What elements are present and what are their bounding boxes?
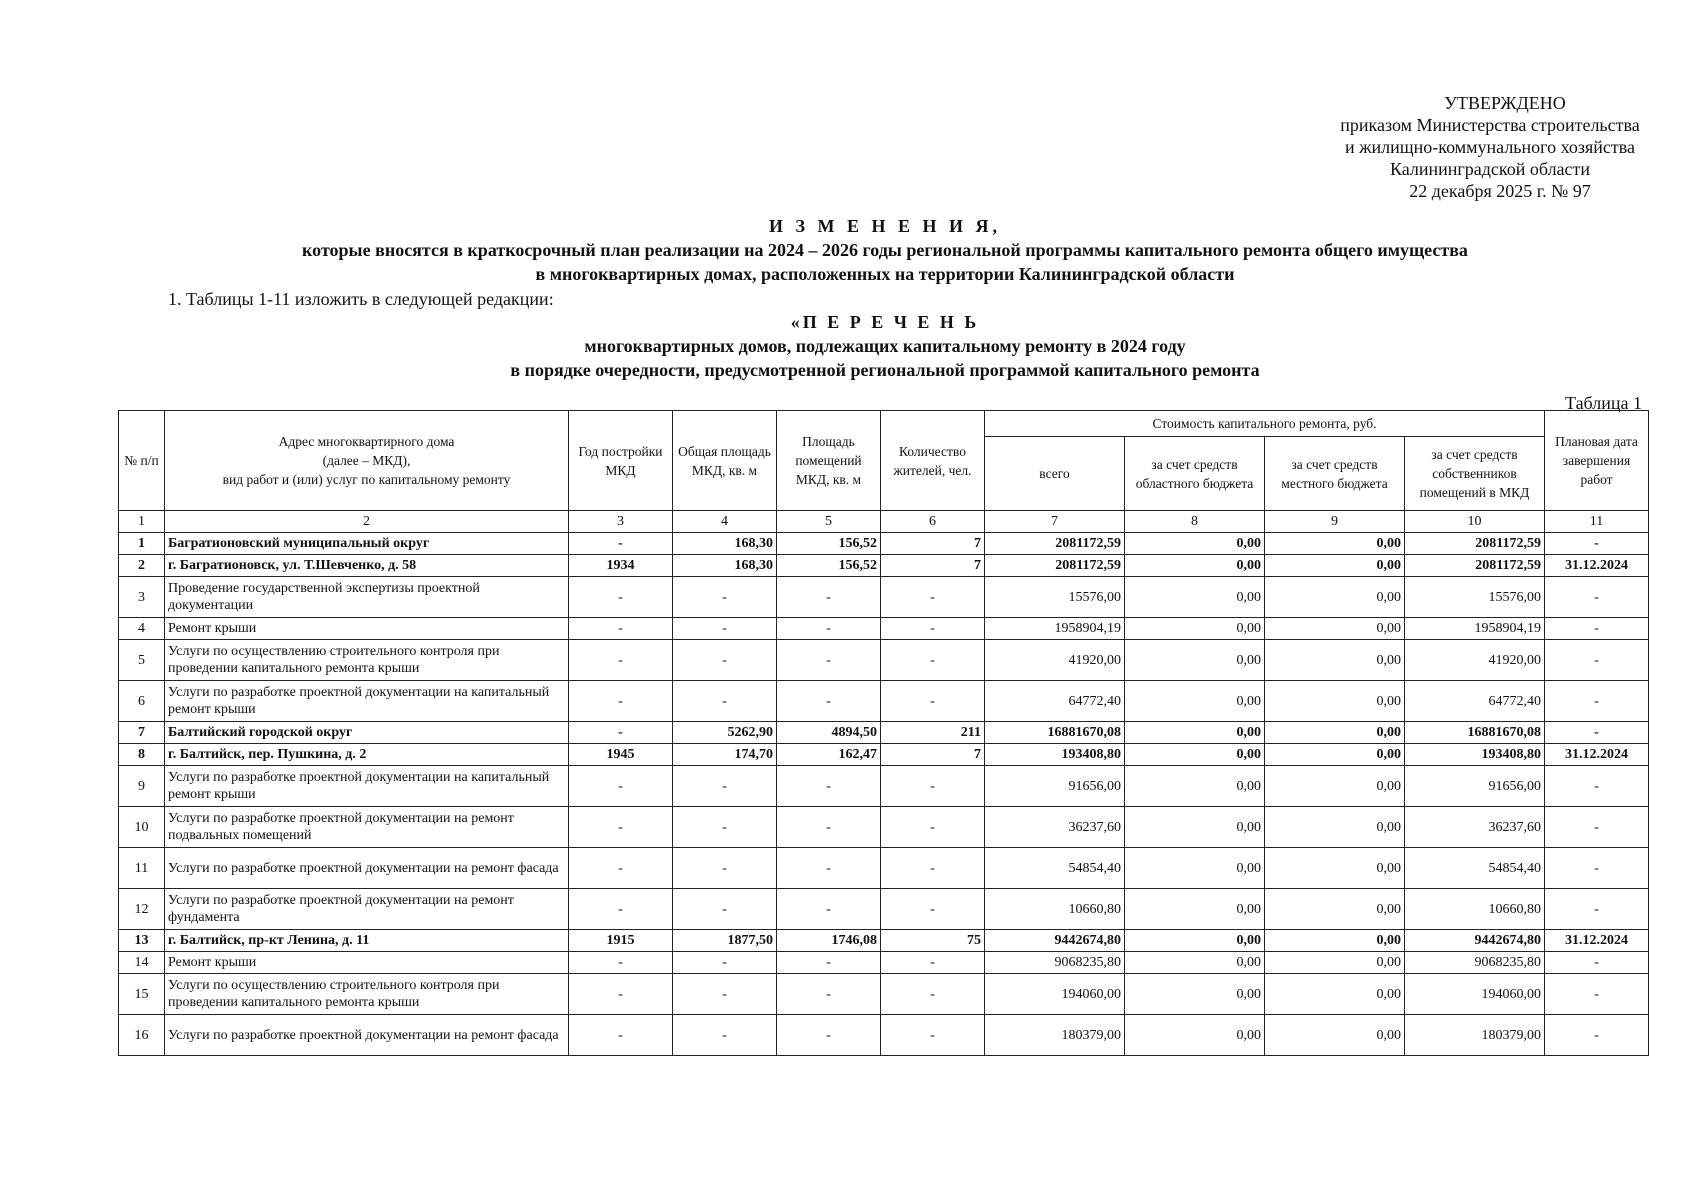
row-premises: -	[777, 766, 881, 807]
row-cost-regional: 0,00	[1125, 640, 1265, 681]
row-address: г. Балтийск, пр-кт Ленина, д. 11	[165, 930, 569, 952]
row-cost-local: 0,00	[1265, 848, 1405, 889]
column-number-row	[119, 511, 1649, 533]
row-residents: -	[881, 1015, 985, 1056]
row-premises: 4894,50	[777, 722, 881, 744]
row-cost-local: 0,00	[1265, 577, 1405, 618]
header-cost-regional: за счет средств областного бюджета	[1125, 437, 1265, 511]
row-year: 1945	[569, 744, 673, 766]
col-number: 6	[881, 511, 985, 533]
header-residents: Количество жителей, чел.	[881, 411, 985, 511]
row-cost-owners: 10660,80	[1405, 889, 1545, 930]
row-num: 14	[119, 952, 165, 974]
row-deadline: -	[1545, 640, 1649, 681]
table-row	[119, 848, 1649, 889]
row-deadline: -	[1545, 974, 1649, 1015]
table-row	[119, 533, 1649, 555]
row-cost-local: 0,00	[1265, 618, 1405, 640]
row-year: -	[569, 577, 673, 618]
row-address: Услуги по разработке проектной документации на ремонт фундамента	[165, 889, 569, 930]
approval-title: УТВЕРЖДЕНО	[1444, 93, 1566, 113]
row-address: Услуги по осуществлению строительного контроля при проведении капитального ремонта крыши	[165, 974, 569, 1015]
row-num: 4	[119, 618, 165, 640]
header-address-line-3: вид работ и (или) услуг по капитальному ремонту	[222, 472, 511, 487]
row-cost-total: 9442674,80	[985, 930, 1125, 952]
row-cost-owners: 9442674,80	[1405, 930, 1545, 952]
row-address: Ремонт крыши	[165, 618, 569, 640]
row-num: 8	[119, 744, 165, 766]
row-address: Балтийский городской округ	[165, 722, 569, 744]
row-address: Услуги по разработке проектной документации на капитальный ремонт крыши	[165, 681, 569, 722]
row-cost-local: 0,00	[1265, 952, 1405, 974]
row-address: Услуги по осуществлению строительного контроля при проведении капитального ремонта крыши	[165, 640, 569, 681]
row-year: 1934	[569, 555, 673, 577]
list-subtitle-line-1: многоквартирных домов, подлежащих капитальному ремонту в 2024 году	[584, 336, 1186, 356]
header-address-line-2: (далее – МКД),	[322, 453, 411, 468]
row-cost-regional: 0,00	[1125, 681, 1265, 722]
row-year: -	[569, 681, 673, 722]
row-cost-owners: 2081172,59	[1405, 555, 1545, 577]
row-deadline: -	[1545, 889, 1649, 930]
table-row	[119, 681, 1649, 722]
row-num: 12	[119, 889, 165, 930]
row-premises: 162,47	[777, 744, 881, 766]
row-cost-local: 0,00	[1265, 640, 1405, 681]
table-row	[119, 766, 1649, 807]
row-premises: -	[777, 1015, 881, 1056]
col-number: 4	[673, 511, 777, 533]
row-area: 168,30	[673, 555, 777, 577]
row-year: -	[569, 848, 673, 889]
row-area: 5262,90	[673, 722, 777, 744]
row-residents: 75	[881, 930, 985, 952]
row-address: Проведение государственной экспертизы проектной документации	[165, 577, 569, 618]
document-title: И З М Е Н Е Н И Я,	[768, 216, 1001, 236]
header-deadline: Плановая дата завершения работ	[1545, 411, 1649, 511]
row-cost-total: 193408,80	[985, 744, 1125, 766]
row-cost-local: 0,00	[1265, 1015, 1405, 1056]
document-heading	[190, 214, 1580, 286]
row-cost-regional: 0,00	[1125, 889, 1265, 930]
row-address: Ремонт крыши	[165, 952, 569, 974]
row-address: Багратионовский муниципальный округ	[165, 533, 569, 555]
row-cost-regional: 0,00	[1125, 555, 1265, 577]
row-year: -	[569, 722, 673, 744]
table-row	[119, 744, 1649, 766]
row-deadline: -	[1545, 807, 1649, 848]
row-area: -	[673, 577, 777, 618]
row-cost-total: 64772,40	[985, 681, 1125, 722]
header-num: № п/п	[119, 411, 165, 511]
document-subtitle-line-2: в многоквартирных домах, расположенных на территории Калининградской области	[535, 264, 1235, 284]
row-residents: -	[881, 618, 985, 640]
row-year: -	[569, 618, 673, 640]
col-number: 8	[1125, 511, 1265, 533]
header-cost-total: всего	[985, 437, 1125, 511]
row-cost-owners: 91656,00	[1405, 766, 1545, 807]
row-cost-regional: 0,00	[1125, 766, 1265, 807]
row-cost-local: 0,00	[1265, 974, 1405, 1015]
row-cost-total: 15576,00	[985, 577, 1125, 618]
table-row	[119, 577, 1649, 618]
row-cost-local: 0,00	[1265, 766, 1405, 807]
table-row	[119, 930, 1649, 952]
row-cost-total: 194060,00	[985, 974, 1125, 1015]
row-premises: -	[777, 848, 881, 889]
row-cost-owners: 64772,40	[1405, 681, 1545, 722]
row-num: 5	[119, 640, 165, 681]
row-premises: -	[777, 974, 881, 1015]
row-cost-total: 16881670,08	[985, 722, 1125, 744]
row-deadline: -	[1545, 618, 1649, 640]
row-cost-total: 180379,00	[985, 1015, 1125, 1056]
row-premises: -	[777, 889, 881, 930]
row-cost-local: 0,00	[1265, 533, 1405, 555]
row-area: -	[673, 889, 777, 930]
row-deadline: -	[1545, 533, 1649, 555]
col-number: 9	[1265, 511, 1405, 533]
row-year: -	[569, 766, 673, 807]
row-year: -	[569, 807, 673, 848]
header-year: Год постройки МКД	[569, 411, 673, 511]
row-residents: -	[881, 974, 985, 1015]
header-address	[165, 411, 569, 511]
row-premises: -	[777, 952, 881, 974]
row-area: -	[673, 1015, 777, 1056]
row-premises: 156,52	[777, 555, 881, 577]
row-area: -	[673, 848, 777, 889]
row-residents: -	[881, 681, 985, 722]
row-cost-regional: 0,00	[1125, 952, 1265, 974]
header-premises-area: Площадь помещений МКД, кв. м	[777, 411, 881, 511]
row-num: 9	[119, 766, 165, 807]
row-cost-local: 0,00	[1265, 744, 1405, 766]
row-num: 2	[119, 555, 165, 577]
header-cost-group: Стоимость капитального ремонта, руб.	[985, 411, 1545, 437]
row-residents: 7	[881, 533, 985, 555]
table-row	[119, 1015, 1649, 1056]
row-cost-regional: 0,00	[1125, 930, 1265, 952]
row-year: -	[569, 640, 673, 681]
table-label: Таблица 1	[1565, 393, 1642, 413]
row-year: -	[569, 952, 673, 974]
approval-line-2: и жилищно-коммунального хозяйства	[1344, 137, 1636, 157]
row-area: -	[673, 974, 777, 1015]
row-cost-local: 0,00	[1265, 930, 1405, 952]
row-cost-owners: 36237,60	[1405, 807, 1545, 848]
col-number: 11	[1545, 511, 1649, 533]
col-number: 10	[1405, 511, 1545, 533]
row-premises: -	[777, 807, 881, 848]
row-deadline: -	[1545, 722, 1649, 744]
row-residents: -	[881, 848, 985, 889]
row-num: 13	[119, 930, 165, 952]
table-row	[119, 952, 1649, 974]
row-area: -	[673, 618, 777, 640]
row-deadline: 31.12.2024	[1545, 930, 1649, 952]
row-area: -	[673, 681, 777, 722]
row-cost-owners: 193408,80	[1405, 744, 1545, 766]
row-cost-total: 9068235,80	[985, 952, 1125, 974]
row-premises: -	[777, 681, 881, 722]
row-deadline: -	[1545, 1015, 1649, 1056]
row-address: Услуги по разработке проектной документации на капитальный ремонт крыши	[165, 766, 569, 807]
col-number: 7	[985, 511, 1125, 533]
row-deadline: -	[1545, 952, 1649, 974]
row-residents: -	[881, 807, 985, 848]
row-cost-regional: 0,00	[1125, 974, 1265, 1015]
row-area: -	[673, 807, 777, 848]
row-cost-total: 2081172,59	[985, 555, 1125, 577]
row-cost-total: 36237,60	[985, 807, 1125, 848]
row-residents: -	[881, 766, 985, 807]
col-number: 2	[165, 511, 569, 533]
approval-line-3: Калининградской области	[1389, 159, 1591, 179]
row-premises: 156,52	[777, 533, 881, 555]
row-num: 6	[119, 681, 165, 722]
row-cost-regional: 0,00	[1125, 618, 1265, 640]
col-number: 1	[119, 511, 165, 533]
row-cost-owners: 41920,00	[1405, 640, 1545, 681]
row-year: -	[569, 533, 673, 555]
row-num: 1	[119, 533, 165, 555]
header-total-area: Общая площадь МКД, кв. м	[673, 411, 777, 511]
instruction-paragraph: 1. Таблицы 1-11 изложить в следующей редакции:	[168, 289, 554, 309]
row-cost-total: 1958904,19	[985, 618, 1125, 640]
row-residents: -	[881, 640, 985, 681]
row-residents: -	[881, 577, 985, 618]
row-residents: 7	[881, 744, 985, 766]
row-deadline: -	[1545, 848, 1649, 889]
row-residents: 211	[881, 722, 985, 744]
col-number: 3	[569, 511, 673, 533]
header-cost-owners: за счет средств собственников помещений в МКД	[1405, 437, 1545, 511]
row-cost-local: 0,00	[1265, 807, 1405, 848]
row-area: 1877,50	[673, 930, 777, 952]
repair-plan-table	[118, 410, 1649, 1056]
table-row	[119, 807, 1649, 848]
row-num: 15	[119, 974, 165, 1015]
approval-date: 22 декабря 2025 г. № 97	[1409, 181, 1591, 201]
row-area: -	[673, 952, 777, 974]
row-cost-total: 54854,40	[985, 848, 1125, 889]
row-cost-total: 41920,00	[985, 640, 1125, 681]
row-cost-owners: 16881670,08	[1405, 722, 1545, 744]
row-deadline: 31.12.2024	[1545, 555, 1649, 577]
row-cost-regional: 0,00	[1125, 722, 1265, 744]
row-cost-local: 0,00	[1265, 889, 1405, 930]
row-area: 174,70	[673, 744, 777, 766]
row-cost-total: 91656,00	[985, 766, 1125, 807]
row-premises: -	[777, 577, 881, 618]
row-residents: -	[881, 952, 985, 974]
list-subtitle-line-2: в порядке очередности, предусмотренной региональной программой капитального ремонта	[510, 360, 1260, 380]
row-residents: 7	[881, 555, 985, 577]
row-area: -	[673, 640, 777, 681]
row-deadline: -	[1545, 681, 1649, 722]
row-address: г. Багратионовск, ул. Т.Шевченко, д. 58	[165, 555, 569, 577]
header-cost-local: за счет средств местного бюджета	[1265, 437, 1405, 511]
row-address: г. Балтийск, пер. Пушкина, д. 2	[165, 744, 569, 766]
row-cost-owners: 1958904,19	[1405, 618, 1545, 640]
list-heading	[190, 310, 1580, 382]
table-row	[119, 640, 1649, 681]
row-year: 1915	[569, 930, 673, 952]
row-cost-regional: 0,00	[1125, 744, 1265, 766]
row-cost-local: 0,00	[1265, 722, 1405, 744]
row-address: Услуги по разработке проектной документации на ремонт фасада	[165, 848, 569, 889]
row-cost-local: 0,00	[1265, 555, 1405, 577]
row-cost-total: 2081172,59	[985, 533, 1125, 555]
row-deadline: -	[1545, 577, 1649, 618]
row-num: 11	[119, 848, 165, 889]
row-year: -	[569, 1015, 673, 1056]
row-premises: -	[777, 640, 881, 681]
row-area: 168,30	[673, 533, 777, 555]
row-address: Услуги по разработке проектной документации на ремонт фасада	[165, 1015, 569, 1056]
row-cost-owners: 54854,40	[1405, 848, 1545, 889]
row-cost-regional: 0,00	[1125, 807, 1265, 848]
row-year: -	[569, 974, 673, 1015]
row-cost-local: 0,00	[1265, 681, 1405, 722]
table-row	[119, 722, 1649, 744]
row-num: 7	[119, 722, 165, 744]
table-row	[119, 889, 1649, 930]
row-cost-owners: 15576,00	[1405, 577, 1545, 618]
row-num: 3	[119, 577, 165, 618]
row-premises: 1746,08	[777, 930, 881, 952]
list-title: «П Е Р Е Ч Е Н Ь	[790, 312, 980, 332]
approval-stamp	[1260, 92, 1660, 202]
row-cost-owners: 2081172,59	[1405, 533, 1545, 555]
row-cost-regional: 0,00	[1125, 848, 1265, 889]
table-row	[119, 618, 1649, 640]
row-cost-regional: 0,00	[1125, 533, 1265, 555]
row-cost-regional: 0,00	[1125, 1015, 1265, 1056]
approval-line-1: приказом Министерства строительства	[1340, 115, 1640, 135]
row-cost-total: 10660,80	[985, 889, 1125, 930]
row-num: 16	[119, 1015, 165, 1056]
row-premises: -	[777, 618, 881, 640]
col-number: 5	[777, 511, 881, 533]
row-deadline: 31.12.2024	[1545, 744, 1649, 766]
row-cost-owners: 180379,00	[1405, 1015, 1545, 1056]
row-area: -	[673, 766, 777, 807]
header-address-line-1: Адрес многоквартирного дома	[278, 434, 455, 449]
table-row	[119, 555, 1649, 577]
row-deadline: -	[1545, 766, 1649, 807]
row-address: Услуги по разработке проектной документации на ремонт подвальных помещений	[165, 807, 569, 848]
row-cost-regional: 0,00	[1125, 577, 1265, 618]
document-subtitle-line-1: которые вносятся в краткосрочный план реализации на 2024 – 2026 годы региональной программы капитального ремонта общего имущества	[302, 240, 1468, 260]
row-year: -	[569, 889, 673, 930]
row-cost-owners: 194060,00	[1405, 974, 1545, 1015]
row-cost-owners: 9068235,80	[1405, 952, 1545, 974]
row-num: 10	[119, 807, 165, 848]
table-row	[119, 974, 1649, 1015]
row-residents: -	[881, 889, 985, 930]
